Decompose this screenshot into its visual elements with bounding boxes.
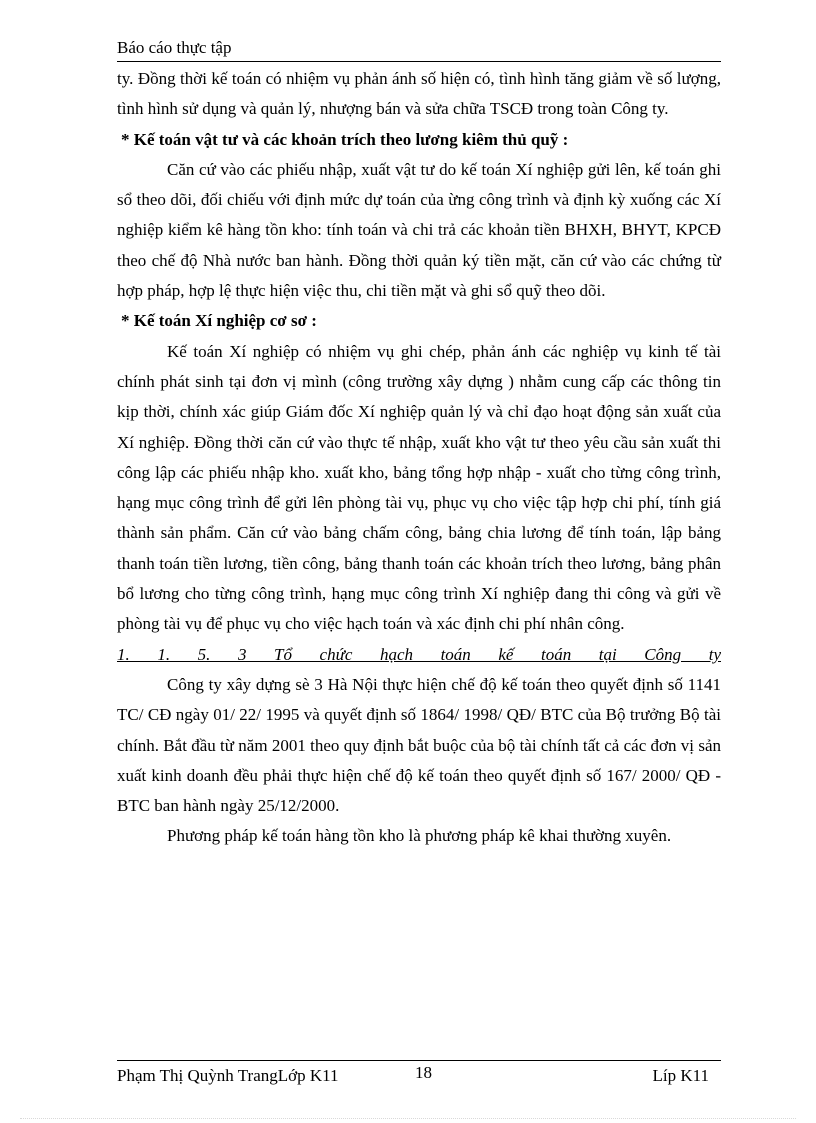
- page-body: [117, 64, 721, 852]
- paragraph-continuation: ty. Đồng thời kế toán có nhiệm vụ phản ánh số hiện có, tình hình tăng giảm về số lượng, tình hình sử dụng và quản lý, nhượng bán và sửa chữa TSCĐ trong toàn Công ty.: [117, 69, 721, 119]
- paragraph-enterprise-accounting: Kế toán Xí nghiệp có nhiệm vụ ghi chép, phản ánh các nghiệp vụ kinh tế tài chính phát sinh tại đơn vị mình (công trường xây dựng ) nhằm cung cấp các thông tin kịp thời, chính xác giúp Giám đốc Xí nghiệp quản lý và chỉ đạo hoạt động sản xuất của Xí nghiệp. Đồng thời căn cứ vào thực tế nhập, xuất kho vật tư theo yêu cầu sản xuất thi công lập các phiếu nhập kho. xuất kho, bảng tổng hợp nhập - xuất cho từng công trình, hạng mục công trình để gửi lên phòng tài vụ, phục vụ cho việc tập hợp chi phí, tính giá thành sản phẩm. Căn cứ vào bảng chấm công, bảng chia lương để tính toán, lập bảng thanh toán tiền lương, tiền công, bảng thanh toán các khoản trích theo lương, bảng phân bổ lương cho từng công trình, hạng mục công trình Xí nghiệp đang thi công và gửi về phòng tài vụ để phục vụ cho việc hạch toán và xác định chi phí nhân công.: [117, 341, 721, 634]
- section-heading-materials-accounting: * Kế toán vật tư và các khoản trích theo lương kiêm thủ quỹ :: [121, 129, 569, 149]
- paragraph-materials-accounting: Căn cứ vào các phiếu nhập, xuất vật tư do kế toán Xí nghiệp gửi lên, kế toán ghi sổ theo dõi, đối chiếu với định mức dự toán của ừng công trình và định kỳ xuống các Xí nghiệp kiểm kê hàng tồn kho: tính toán và chi trả các khoản tiền BHXH, BHYT, KPCĐ theo chế độ Nhà nước ban hành. Đồng thời quản ký tiền mặt, căn cứ vào các chứng từ hợp pháp, hợp lệ thực hiện việc thu, chi tiền mặt và ghi sổ quỹ theo dõi.: [117, 159, 721, 301]
- header-title: Báo cáo thực tập: [117, 38, 232, 57]
- footer-author: Phạm Thị Quỳnh TrangLớp K11: [117, 1066, 339, 1085]
- page-edge-divider: [20, 1118, 796, 1119]
- page-header: [117, 38, 721, 62]
- section-title-accounting-organization: 1. 1. 5. 3 Tổ chức hạch toán kế toán tại Công ty: [117, 644, 721, 664]
- section-heading-enterprise-accounting: * Kế toán Xí nghiệp cơ sơ :: [121, 311, 317, 331]
- page-footer: [117, 1060, 721, 1091]
- paragraph-accounting-regime: Công ty xây dựng sè 3 Hà Nội thực hiện chế độ kế toán theo quyết định số 1141 TC/ CĐ ngày 01/ 22/ 1995 và quyết định số 1864/ 1998/ QĐ/ BTC của Bộ trưởng Bộ tài chính. Bắt đầu từ năm 2001 theo quy định bắt buộc của bộ tài chính tất cả các đơn vị sản xuất kinh doanh đều phải thực hiện chế độ kế toán theo quyết định số 167/ 2000/ QĐ - BTC ban hành ngày 25/12/2000.: [117, 674, 721, 816]
- page-number: 18: [415, 1063, 432, 1082]
- footer-class: Líp K11: [652, 1066, 709, 1085]
- paragraph-inventory-method: Phương pháp kế toán hàng tồn kho là phương pháp kê khai thường xuyên.: [167, 826, 672, 846]
